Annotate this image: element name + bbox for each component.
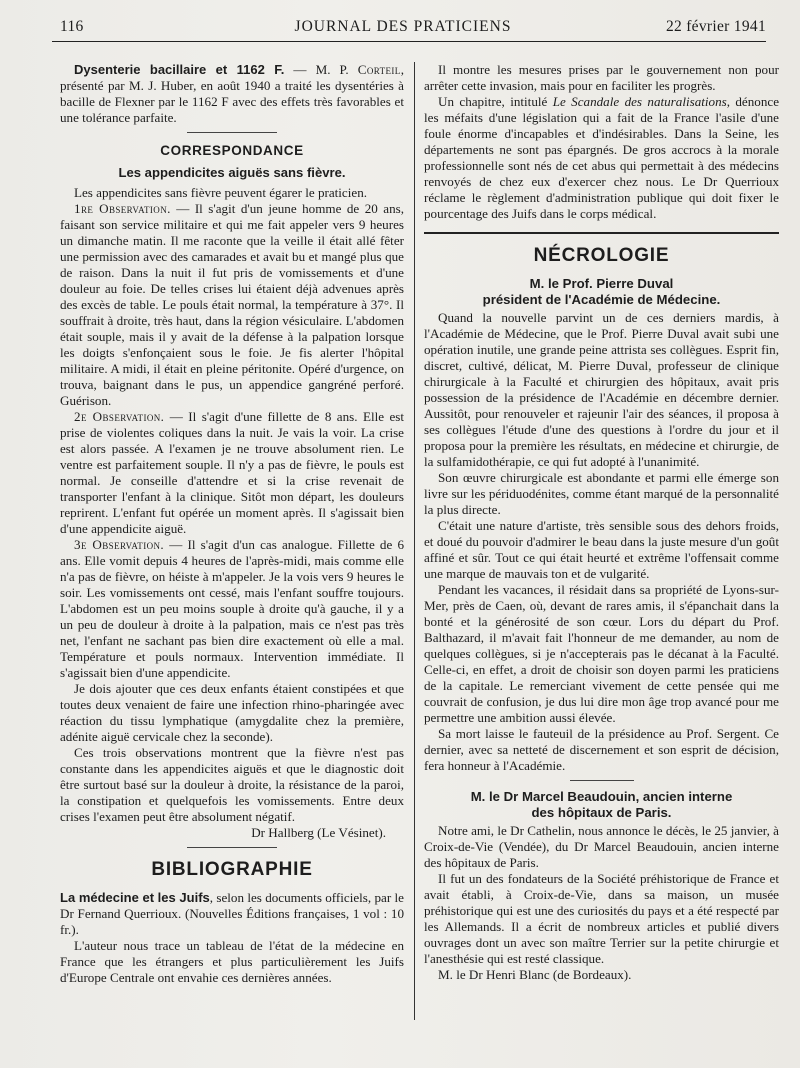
biblio-title: La médecine et les Juifs [60,890,210,905]
observation-2: 2e Observation. — Il s'agit d'une fillette de 8 ans. Elle est prise de violentes coliques dans la nuit. Je vais la voir. La crise est alors passée. A l'examen je ne trouve absolument rien. Le ventre est parfaitement souple. Il n'y a pas de fièvre, le pouls est normal. Je conseille d'attendre et si la crise revenait de transporter l'enfant à la clinique. Sitôt mon départ, les douleurs reprirent. L'enfant fut opérée un moment après. Il s'agissait bien d'une appendicite aiguë. [60,409,404,536]
necrologie-heading: NÉCROLOGIE [533,245,670,266]
paragraph-ajouter: Je dois ajouter que ces deux enfants étaient constipées et que toutes deux venaient de faire une infection rhino-pharingée avec réaction du tissu lymphatique (amygdalite chez la première, adénite aiguë cervicale chez la seconde). [60,681,404,744]
obs2-label: 2e Observation. [74,409,165,424]
necrologie-rule [424,232,779,234]
journal-title: JOURNAL DES PRATICIENS [294,18,512,35]
duval-paragraph-4: Pendant les vacances, il résidait dans sa propriété de Lyons-sur-Mer, près de Caen, où, devant de rares amis, il s'épanchait dans la bonté et la générosité de son cœur. Lors du départ du Prof. Balthazard, il m'avait fait l'honneur de me demander, au nom de quelques collègues, si je n'accepterais pas le décanat à la Faculté. Celle-ci, en effet, a droit de choisir son doyen parmi les praticiens de la capitale. Le remerciant vivement de cette pensée qui me couvrait de confusion, je dus lui dire mon âge trop avancé pour me permettre une ambition aussi élevée. [424,582,779,725]
chapter-title: Le Scandale des naturalisations [552,94,727,109]
biblio-continued-2: Un chapitre, intitulé Le Scandale des naturalisations, dénonce les méfaits d'une législation qui a fait de la France l'asile d'une foule énorme d'incapables et d'indésirables. Dans la Seine, les départements ne sont pas épargnés. De gros accrocs à la morale professionnelle sont nés de cet abus qui permettait à des médecins renvoyés de chez eux d'exercer chez nous. Le Dr Querrioux réclame le règlement d'administration publique qui doit fixer le pourcentage des Juifs dans le corps médical. [424,94,780,221]
section-rule-3 [570,780,634,781]
intro-paragraph: Les appendicites sans fièvre peuvent égarer le praticien. [74,185,368,200]
left-column [60,62,404,986]
blanc-notice: M. le Dr Henri Blanc (de Bordeaux). [438,967,632,982]
duval-paragraph-2: Son œuvre chirurgicale est abondante et parmi elle émerge son livre sur les périduodénites, comme étant marqué de la personnalité la plus directe. [424,470,779,517]
right-column [424,62,779,983]
observation-1: 1re Observation. — Il s'agit d'un jeune homme de 20 ans, faisant son service militaire et qui me fait appeler vers 9 heures un dimanche matin. Il me raconte que la veille il était allé fêter une permission avec des camarades et avait bu et mangé plus que de raison. Dans la nuit il fut pris de vomissements et d'une douleur au foie. De telles crises lui étaient déjà advenues après des excès de table. Le pouls était normal, la température à 37°. Il souffrait à droite, très haut, dans la région vésiculaire. L'abdomen était souple, mais il y avait de la défense à la palpation lorsque les doigts s'enfonçaient sous le foie. Je fis alerter l'hôpital militaire. A midi, il était en pleine péritonite. Opéré d'urgence, on trouva, baignant dans le pus, un appendice gangréné perforé. Guérison. [60,201,405,408]
dysenterie-title: Dysenterie bacillaire et 1162 F. [74,62,285,77]
duval-heading: M. le Prof. Pierre Duval président de l'Académie de Médecine. [482,276,721,307]
biblio-continued-1: Il montre les mesures prises par le gouvernement non pour arrêter cette invasion, mais pour en faciliter les progrès. [424,62,779,93]
obs1-label: 1re Observation. [74,201,171,216]
observation-3: 3e Observation. — Il s'agit d'un cas analogue. Fillette de 6 ans. Elle vomit depuis 4 heures de l'après-midi, mais comme elle n'a pas de fièvre, on héiste à m'appeler. Je la vois vers 9 heures le soir. Les vomissements ont cessé, mais l'enfant souffre toujours. L'abdomen est un peu moins souple à droite qu'à gauche, il y a un peu de douleur à droite à la palpation, mais ce n'est pas très net, l'enfant ne sachant pas bien dire exactement où elle a mal. Température et pouls normaux. Intervention immédiate. Il s'agissait bien d'une appendicite. [60,537,404,680]
bibliographie-heading: BIBLIOGRAPHIE [151,859,313,880]
obs3-label: 3e Observation. [74,537,165,552]
duval-paragraph-5: Sa mort laisse le fauteuil de la présidence au Prof. Sergent. Ce dernier, avec sa netteté de discernement et son esprit de décision, fera honneur à l'Académie. [424,726,779,773]
column-divider [414,62,415,1020]
duval-paragraph-3: C'était une nature d'artiste, très sensible sous des dehors froids, et doué du pouvoir d'admirer le beau dans la juste mesure d'un goût affiné et sûr. Tout ce qui était heurté et extrême l'offensait comme une marque de mauvais ton et de vulgarité. [424,518,779,581]
page-number: 116 [60,18,84,35]
beaudouin-heading: M. le Dr Marcel Beaudouin, ancien interne des hôpitaux de Paris. [470,789,733,820]
beaudouin-paragraph-1: Notre ami, le Dr Cathelin, nous annonce le décès, le 25 janvier, à Croix-de-Vie (Vendée), du Dr Marcel Beaudouin, ancien interne des hôpitaux de Paris. [424,823,779,870]
appendicites-heading: Les appendicites aiguës sans fièvre. [118,165,346,180]
correspondance-heading: CORRESPONDANCE [160,143,304,158]
header-rule [52,41,766,42]
dysenterie-author: Corteil [357,62,401,77]
biblio-paragraph: L'auteur nous trace un tableau de l'état de la médecine en France que les étrangers et plus particulièrement les Juifs d'Europe Centrale ont envahie ces dernières années. [60,938,404,985]
beaudouin-paragraph-2: Il fut un des fondateurs de la Société préhistorique de France et avait établi, à Croix-de-Vie, dans sa maison, un musée préhistorique qui est une des curiosités du pays et a été respecté par les Allemands. Il a écrit de nombreux articles et publié divers ouvrages dont un avec son maître Terrier sur la petite chirurgie et l'anesthésie qui est resté classique. [424,871,779,966]
issue-date: 22 février 1941 [665,18,766,35]
biblio-reference: La médecine et les Juifs, selon les documents officiels, par le Dr Fernand Querrioux. (Nouvelles Éditions françaises, 1 vol : 10 fr.). [60,890,404,937]
paragraph-conclusion: Ces trois observations montrent que la fièvre n'est pas constante dans les appendicites aiguës et que le diagnostic doit être surtout basé sur la douleur à droite, la résistance de la paroi, la constipation et quelquefois les vomissements. Entre deux crises l'examen peut être absolument négatif. [60,745,404,824]
running-header [40,18,766,40]
signature-hallberg: Dr Hallberg (Le Vésinet). [251,825,386,840]
dysenterie-paragraph: Dysenterie bacillaire et 1162 F. — M. P. Corteil, présenté par M. J. Huber, en août 1940 a traité les dysentéries à bacille de Flexner par le 1162 F avec des effets très favorables et une tolérance parfaite. [60,62,404,125]
duval-paragraph-1: Quand la nouvelle parvint un de ces derniers mardis, à l'Académie de Médecine, que le Prof. Pierre Duval avait subi une opération inutile, une grande peine attrista ses collègues. Esprit fin, discret, cultivé, délicat, M. Pierre Duval, professeur de clinique chirurgicale à la Faculté et chirurgien des hôpitaux, avait pris possession de la présidence de l'Académie en décembre dernier. Aussitôt, pour renouveler et rajeunir l'air des séances, il proposa à ses collègues l'étude d'une des questions à l'ordre du jour et il proposa pour la première les résultats, en médecine et chirurgie, de la sulfamidothérapie, ce qui fut adopté à l'unanimité. [424,310,779,469]
section-rule [187,132,277,133]
section-rule-2 [187,847,277,848]
